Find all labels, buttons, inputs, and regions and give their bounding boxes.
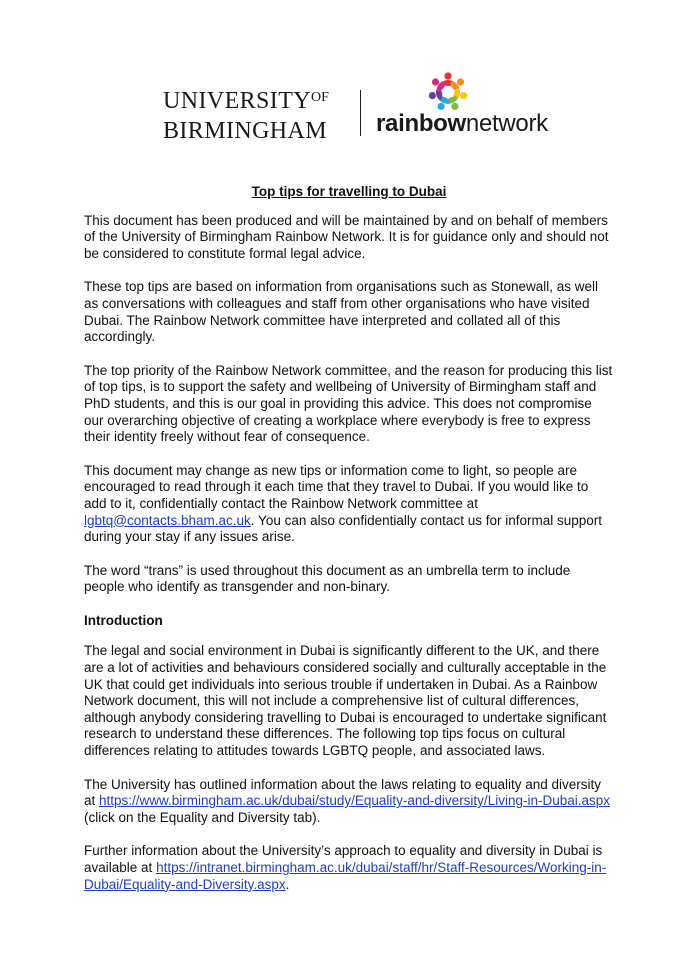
paragraph-updates-text: This document may change as new tips or information come to light, so people are encouraged to read through it each time that they travel to Dubai. If you would like to add to it, confidentially contact the Rainbow Network committee at (84, 462, 589, 511)
paragraph-updates-tail: . You can also confidentially contact us for informal support during your stay if any issues arise. (84, 512, 603, 545)
logo-university-text: UNIVERSITY (163, 88, 311, 114)
paragraph-further-tail: . (285, 876, 290, 892)
paragraph-laws-text: The University has outlined information about the laws relating to equality and diversity at (84, 776, 602, 809)
equality-diversity-link[interactable]: https://intranet.birmingham.ac.uk/dubai/staff/hr/Staff-Resources/Working-in-Dubai/Equality-and-Diversity.aspx (84, 860, 607, 892)
document-body (84, 184, 614, 910)
logo-person-head (460, 92, 467, 99)
logo-rainbow-text: rainbow (376, 110, 466, 137)
rainbow-network-logo (376, 110, 548, 138)
logo-person-head (429, 92, 436, 99)
logo-person-head (444, 72, 451, 79)
paragraph-sources (84, 279, 614, 345)
section-heading-introduction: Introduction (84, 612, 163, 628)
logo-person-head (432, 78, 439, 85)
logo-divider (360, 90, 361, 136)
logo-network-text: network (465, 110, 548, 137)
paragraph-university-laws (84, 777, 614, 827)
university-of-birmingham-logo (163, 88, 329, 145)
living-in-dubai-link[interactable]: https://www.birmingham.ac.uk/dubai/study/Equality-and-diversity/Living-in-Dubai.aspx (99, 793, 610, 809)
paragraph-laws-tail: (click on the Equality and Diversity tab). (84, 809, 321, 825)
logo-person-head (438, 103, 445, 110)
paragraph-trans-definition: The word “trans” is used throughout this document as an umbrella term to include people who identify as transgender and non-binary. (84, 562, 571, 595)
email-link[interactable]: lgbtq@contacts.bham.ac.uk (84, 512, 251, 528)
document-title: Top tips for travelling to Dubai (251, 184, 447, 199)
paragraph-sources-text: These top tips are based on information from organisations such as Stonewall, as well as conversations with colleagues and staff from other organisations who have visited Dubai. The Rainbow Network committee have interpreted and collated all of this accordingly. (84, 279, 599, 345)
logo-person-head (451, 103, 458, 110)
paragraph-environment: The legal and social environment in Dubai is significantly different to the UK, and there are a lot of activities and behaviours considered socially and culturally acceptable in the UK that could get individuals into serious trouble if undertaken in Dubai. As a Rainbow Network document, this will not include a comprehensive list of cultural differences, although anybody considering travelling to Dubai is encouraged to undertake significant research to understand these differences. The following top tips focus on cultural differences relating to attitudes towards LGBTQ people, and associated laws. (84, 643, 607, 759)
document-header (0, 0, 690, 150)
logo-birmingham-text: BIRMINGHAM (163, 118, 328, 144)
rainbow-people-icon (422, 70, 474, 114)
paragraph-updates (84, 463, 614, 546)
paragraph-further-text: Further information about the University’s approach to equality and diversity in Dubai is available at (84, 843, 603, 875)
paragraph-disclaimer: This document has been produced and will be maintained by and on behalf of members of the University of Birmingham Rainbow Network. It is for guidance only and should not be considered to constitute formal legal advice. (84, 212, 609, 261)
paragraph-priority: The top priority of the Rainbow Network committee, and the reason for producing this list of top tips, is to support the safety and wellbeing of University of Birmingham staff and PhD students, and this is our goal in providing this advice. This does not compromise our overarching objective of creating a workplace where everybody is free to express their identity freely without fear of consequence. (84, 362, 613, 445)
logo-person-head (457, 78, 464, 85)
paragraph-further-info (84, 843, 614, 893)
logo-of-text: OF (311, 90, 329, 105)
